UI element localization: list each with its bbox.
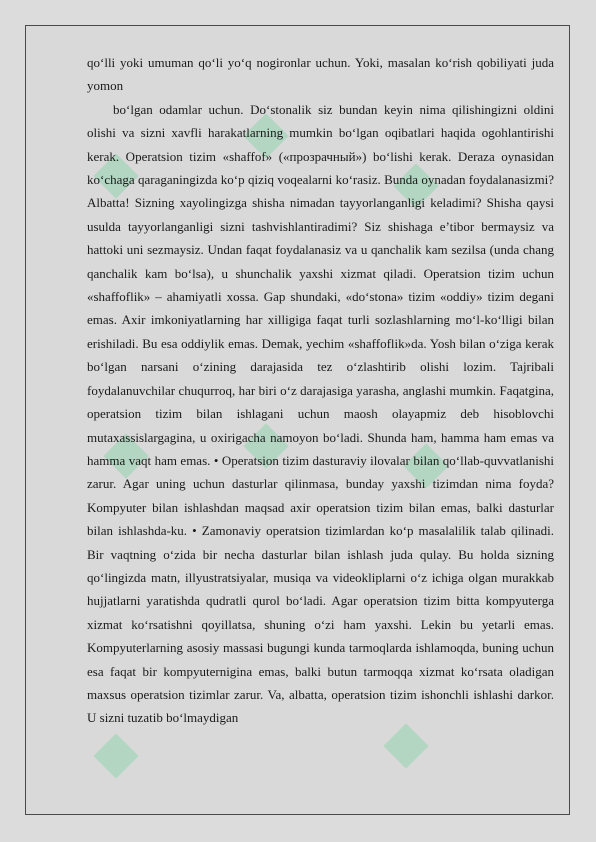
paragraph: bo‘lgan odamlar uchun. Do‘stonalik siz bundan keyin nima qilishingizni oldini olishi va sizni xavfli harakatlarning mumkin bo‘lgan oqibatlari haqida ogohlantirishi kerak. Operatsion tizim «shaffof» («прозрачный») bo‘lishi kerak. Deraza oynasidan ko‘chaga qaraganingizda ko‘p qiziq voqealarni ko‘rasiz. Bunda oynadan foydalanasizmi? Albatta! Sizning xayolingizga shisha nimadan tayyorlanganligi keladimi? Shisha qaysi usulda tayyorlanganligi sizni tashvishlantiradimi? Siz shishaga e’tibor bermaysiz va hattoki uni sezmaysiz. Undan faqat foydalanasiz va u qanchalik kam sezilsa (unda chang qanchalik kam bo‘lsa), u shunchalik yaxshi xizmat qiladi. Operatsion tizim uchun «shaffoflik» – ahamiyatli xossa. Gap shundaki, «do‘stona» tizim «oddiy» tizim degani emas. Axir imkoniyatlarning har xilligiga faqat turli sozlashlarning mo‘l-ko‘lligi bilan erishiladi. Bu esa oddiylik emas. Demak, yechim «shaffoflik»da. Yosh bilan o‘ziga kerak bo‘lgan narsani o‘zining darajasida tez o‘zlashtirib olishi lozim. Tajribali foydalanuvchilar chuqurroq, har biri o‘z darajasiga yarasha, anglashi mumkin. Faqatgina, operatsion tizim bilan ishlagani uchun maosh olayapmiz deb hisoblovchi mutaxassislargagina, u oxirigacha namoyon bo‘ladi. Shunda ham, hamma ham emas va hamma vaqt ham emas. • Operatsion tizim dasturaviy ilovalar bilan qo‘llab-quvvatlanishi zarur. Agar uning uchun dasturlar qilinmasa, bunday yaxshi tizimdan nima foyda? Kompyuter bilan ishlashdan maqsad axir operatsion tizim bilan emas, balki dasturlar bilan ishlashda-ku. • Zamonaviy operatsion tizimlardan ko‘p masalalilik talab qilinadi. Bir vaqtning o‘zida bir necha dasturlar bilan ishlash juda qulay. Bu holda sizning qo‘lingizda matn, illyustratsiyalar, musiqa va videokliplarni o‘z ichiga olgan murakkab hujjatlarni yaratishda qudratli qurol bo‘ladi. Agar operatsion tizim bitta kompyuterga xizmat ko‘rsatishni qoyillatsa, shuning o‘zi ham yaxshi. Lekin bu yetarli emas. Kompyuterlarning asosiy massasi bugungi kunda tarmoqlarda ishlamoqda, buning uchun esa faqat bir kompyuternigina emas, balki butun tarmoqqa xizmat ko‘rsata oladigan maxsus operatsion tizimlar zarur. Va, albatta, operatsion tizim ishonchli ishlashi darkor. U sizni tuzatib bo‘lmaydigan [87, 101, 554, 726]
paragraph: qo‘lli yoki umuman qo‘li yo‘q nogironlar uchun. Yoki, masalan ko‘rish qobiliyati juda yomon [87, 55, 554, 94]
document-body [87, 51, 554, 730]
